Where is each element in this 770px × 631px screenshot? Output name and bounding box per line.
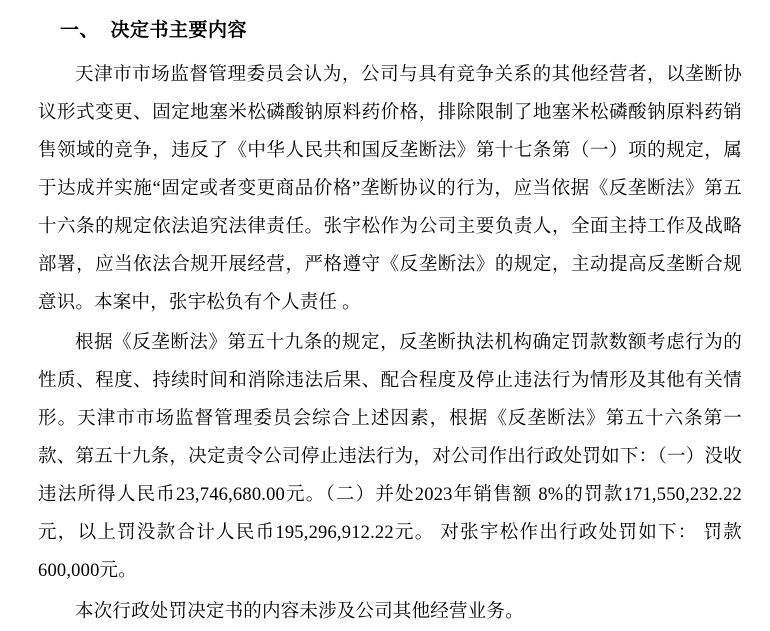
paragraph-2: 根据《反垄断法》第五十九条的规定，反垄断执法机构确定罚款数额考虑行为的性质、程度、持续时间和消除违法后果、配合程度及停止违法行为情形及其他有关情形。天津市市场监督管理委员会综合上述因素，根据《反垄断法》第五十六条第一款、第五十九条，决定责令公司停止违法行为，对公司作出行政处罚如下：（一）没收违法所得人民币23,746,680.00元。（二）并处2023年销售额 8%的罚款171,550,232.22 元，以上罚没款合计人民币195,296,912.22元。 对张宇松作出行政处罚如下： 罚款600,000元。 bbox=[38, 333, 742, 581]
paragraph-1: 天津市市场监督管理委员会认为，公司与具有竞争关系的其他经营者，以垄断协议形式变更、固定地塞米松磷酸钠原料药价格，排除限制了地塞米松磷酸钠原料药销售领域的竞争，违反了《中华人民共和国反垄断法》第十七条第（一）项的规定，属于达成并实施“固定或者变更商品价格”垄断协议的行为，应当依据《反垄断法》第五十六条的规定依法追究法律责任。张宇松作为公司主要负责人，全面主持工作及战略部署，应当依法合规开展经营，严格遵守《反垄断法》的规定，主动提高反垄断合规意识。本案中，张宇松负有个人责任 。 bbox=[38, 65, 742, 313]
section-heading: 一、 决定书主要内容 bbox=[60, 20, 248, 41]
paragraph-3-clipped bbox=[38, 593, 742, 622]
paragraph-3: 本次行政处罚决定书的内容未涉及公司其他经营业务。 bbox=[75, 602, 524, 622]
